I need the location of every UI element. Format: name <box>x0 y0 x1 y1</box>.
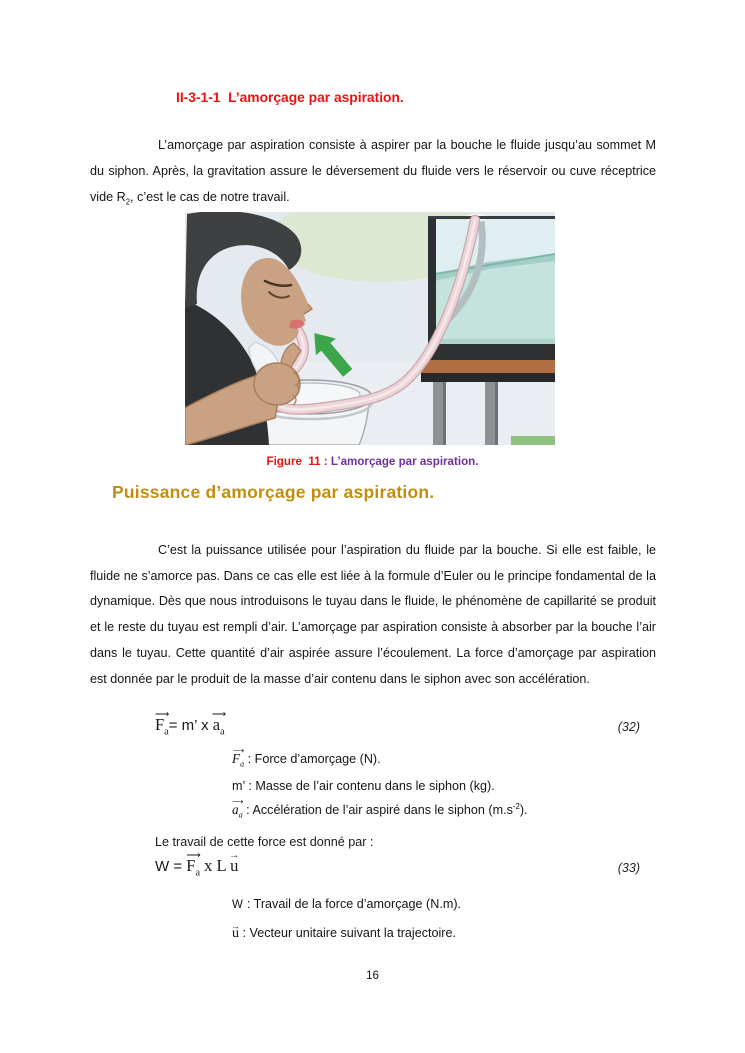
page-number: 16 <box>366 970 379 982</box>
definition-mass: m’ : Masse de l’air contenu dans le siphon (kg). <box>232 778 495 793</box>
paragraph-intro-end: , c’est le cas de notre travail. <box>130 189 290 204</box>
equation-32-number: (32) <box>617 720 640 735</box>
figure-caption-label: Figure 11 <box>266 455 321 468</box>
subscript-r2: 2 <box>125 197 131 207</box>
equation-32 <box>155 716 640 738</box>
aquarium <box>428 214 555 360</box>
paragraph-power: C’est la puissance utilisée pour l’aspiration du fluide par la bouche. Si elle est faible, le fluide ne s’amorce pas. Dans ce cas elle est liée à la formule d’Euler ou le principe fondamental de la dynamique. Dès que nous introduisons le tuyau dans le fluide, le phénomène de capillarité se produit et le reste du tuyau est rempli d’air. L’amorçage par aspiration consiste à absorber par la bouche l’air dans le tuyau. Cette quantité d’air aspirée assure l’écoulement. La force d’amorçage par aspiration est donnée par le produit de la masse d’air contenu dans le siphon avec son accélération. <box>90 542 656 687</box>
figure-illustration <box>185 212 555 445</box>
work-intro-text: Le travail de cette force est donné par : <box>155 835 374 849</box>
paragraph-intro-text: L’amorçage par aspiration consiste à aspirer par la bouche le fluide jusqu’au sommet M du siphon. Après, la gravitation assure le déversement du fluide vers le réservoir ou cuve réceptrice vide R <box>90 137 656 204</box>
subsection-heading: Puissance d’amorçage par aspiration. <box>112 482 435 502</box>
equation-32-definitions <box>232 752 528 830</box>
section-heading: II-3-1-1 L’amorçage par aspiration. <box>176 90 404 105</box>
figure-caption-text: : L’amorçage par aspiration. <box>320 455 479 468</box>
definition-force: ⟶ $F_a$ : Force d’amorçage (N). <box>232 752 528 769</box>
equation-33-number: (33) <box>617 860 640 875</box>
definition-unit-vector: → u : Vecteur unitaire suivant la trajectoire. <box>232 926 456 942</box>
equation-33 <box>155 856 640 879</box>
equation-33-expression: W = ⟶ $F_a$ x L → u <box>155 856 238 879</box>
equation-32-expression: ⟶ $F_a= m$’ x ⟶ $a_a$ <box>155 716 225 738</box>
definition-work: W : Travail de la force d’amorçage (N.m). <box>232 897 462 911</box>
definition-acceleration: ⟶ $a_a$ : Accélération de l’air aspiré dans le siphon $(m.s^{-2})$. <box>232 802 528 820</box>
paragraph-intro <box>90 132 656 216</box>
figure-caption <box>0 455 745 468</box>
